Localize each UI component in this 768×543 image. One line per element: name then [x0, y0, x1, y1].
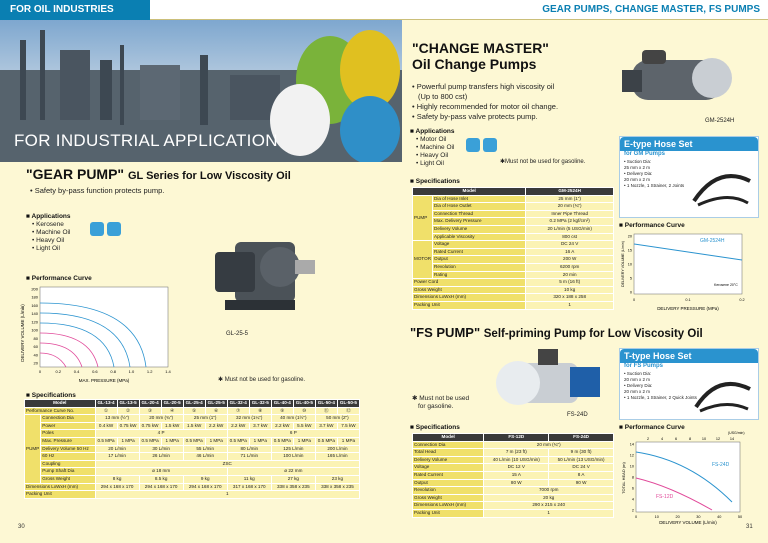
cm-spec-table: Model GM-2524H PUMP Dia of Hose Inlet 25 mm (1") Dia of Hose Outlet 20 mm (¾") Connection Thread Inner Pipe Thread Max. Delivery Pressure 0.2 MPa (2 kgf/cm²) Delivery Volume 20 L/min (5 USG/min) Applicable Viscosity 800 cst MOTOR Voltage DC 24 V Rated Current 16 A Output 200 W Revolution 6200 rpm Rating 20 min Power Cord 5 m (16 ft) Gross Weight 10 kg Dimensions LxWxH (mm) 320 x 188 x 258 Packing Unit 1	[412, 187, 614, 310]
cm-curve-note: Kerosene 20°C	[714, 283, 738, 287]
gear-spec-table: Model GL-13-4 GL-13-5 GL-20-4 GL-20-5 GL-25-4 GL-25-5 GL-32-4 GL-32-5 GL-40-4 GL-40-5 GL-50-4 GL-50-5 Performance Curve No. ① ② ③ ④ ⑤ ⑥ ⑦ ⑧ ⑨ ⑩ ⑪ ⑫ PUMP Connection Dia 13 mm (½") 20 mm (¾") 25 mm (1") 32 mm (1¼") 40 mm (1½") 50 mm (2") Power 0.4 kW 0.75 kW 0.75 kW 1.5 kW 1.5 kW 2.2 kW 2.2 kW 3.7 kW 2.2 kW 5.5 kW 3.7 kW 7.5 kW Poles 4 P 6 P Max. Pressure 0.5 MPa 1 MPa 0.5 MPa 1 MPa 0.5 MPa 1 MPa 0.5 MPa 1 MPa 0.5 MPa 1 MPa 0.5 MPa 1 MPa Delivery Volume 50 Hz 20 L/min 30 L/min 55 L/min 80 L/min 125 L/min 200 L/min 60 Hz 17 L/min 26 L/min 46 L/min 71 L/min 100 L/min 165 L/min Coupling ZSC Pump Shaft Dia ø 18 mm ø 22 mm Gross Weight 8 kg 8.5 kg 9 kg 11 kg 27 kg 23 kg Dimensions LxWxH (mm) 294 x 168 x 170 294 x 168 x 170 294 x 168 x 170 317 x 168 x 170 338 x 358 x 235 338 x 358 x 235 Packing Unit 1	[24, 399, 360, 499]
cm-xtick: 0.1	[685, 298, 691, 302]
oil-drum-icon	[90, 222, 104, 236]
gear-ytick: 180	[31, 294, 38, 300]
fs-toptick: 12	[715, 437, 721, 441]
fs-performance-chart	[620, 430, 760, 526]
cm-applications-list: • Motor Oil • Machine Oil • Heavy Oil • Light Oil	[416, 136, 455, 167]
cm-bullets: • Powerful pump transfers high viscosity oil (Up to 800 cst) • Highly recommended for motor oil change. • Safety by-pass valve protects pump.	[412, 82, 559, 121]
fs-title: "FS PUMP" Self-priming Pump for Low Viscosity Oil	[410, 325, 703, 340]
cm-xtick: 0.2	[739, 298, 745, 302]
fs-top-label: (USG/min)	[728, 431, 745, 435]
cm-curve-label: GM-2524H	[700, 238, 725, 244]
e-type-hose-card	[619, 136, 759, 218]
t-hose-title: T-type Hose Set	[620, 349, 758, 363]
fs-toptick: 6	[674, 437, 678, 441]
cm-applications-heading: ■ Applications	[410, 128, 455, 135]
cm-performance-chart	[620, 230, 760, 316]
change-master-photo	[612, 40, 752, 122]
section-label-right: GEAR PUMPS, CHANGE MASTER, FS PUMPS	[542, 4, 760, 15]
hose-illustration	[688, 161, 756, 211]
fs-ytick: 8	[631, 475, 634, 480]
fs-xtick: 50	[737, 515, 743, 519]
fs-ytick: 2	[631, 508, 634, 513]
gear-pump-photo	[195, 222, 325, 322]
fs-xtick: 10	[654, 515, 659, 519]
gear-model-label: GL-25-5	[226, 331, 249, 337]
gear-gasoline-warning: ✱ Must not be used for gasoline.	[218, 377, 306, 383]
gear-xtick: 0.6	[92, 369, 98, 374]
fs24d-label: FS-24D	[712, 462, 730, 468]
fs-perf-heading: ■ Performance Curve	[619, 424, 685, 431]
fs-toptick: 4	[660, 437, 664, 441]
fs-ytick: 14	[629, 442, 634, 447]
gear-chart-ylabel: DELIVERY VOLUME (L/min)	[20, 304, 25, 362]
e-hose-items: • Suction Dia: 25 mm x 2 m • Delivery Dia: 20 mm x 2 m • 1 Nozzle, 1 Strainer, 2 Joints	[624, 159, 685, 188]
e-hose-sub: for GM Pumps	[624, 151, 666, 157]
fs-pump-photo	[478, 343, 608, 421]
oil-can-icon	[107, 222, 121, 236]
fs-ytick: 4	[631, 497, 634, 502]
fs-toptick: 2	[646, 437, 650, 441]
gear-xtick: 0.4	[73, 369, 80, 374]
page-number-left: 30	[18, 524, 25, 530]
cm-gasoline-warning: ✱Must not be used for gasoline.	[500, 159, 586, 165]
t-hose-sub: for FS Pumps	[624, 363, 664, 369]
fs-xtick: 20	[675, 515, 680, 519]
fs-xtick: 40	[717, 515, 722, 519]
fs-ytick: 10	[629, 464, 634, 469]
gear-ytick: 80	[33, 335, 38, 341]
gear-ytick: 60	[33, 344, 38, 350]
gear-chart-xlabel: MAX. PRESSURE (MPa)	[78, 378, 130, 383]
fs-spec-table: Model FS-12D FS-24D Connection Dia 20 mm (¾") Total Head 7 m (23 ft) 9 m (30 ft) Delivery Volume 40 L/min (10 USG/min) 50 L/min (13 USG/min) Voltage DC 12 V DC 24 V Rated Current 15 A 8 A Output 80 W 90 W Revolution 7000 rpm Gross Weight 20 kg Dimensions LxWxH (mm) 290 x 215 x 240 Packing Unit 1	[412, 433, 614, 518]
cm-spec-heading: ■ Specifications	[410, 178, 460, 185]
gear-xtick: 1.2	[146, 369, 153, 374]
fs-chart-ylabel: TOTAL HEAD (m)	[621, 462, 626, 494]
gear-title: "GEAR PUMP" GL Series for Low Viscosity Oil	[26, 166, 291, 182]
fs-spec-heading: ■ Specifications	[410, 424, 460, 431]
gear-xtick: 0.2	[55, 369, 62, 374]
cm-ytick: 15	[627, 248, 632, 253]
e-hose-title: E-type Hose Set	[620, 137, 758, 151]
hose-illustration	[690, 371, 756, 415]
section-label-left: FOR OIL INDUSTRIES	[0, 0, 150, 20]
hero-title: FOR INDUSTRIAL APPLICATION	[14, 131, 278, 150]
gear-ytick: 200	[31, 286, 38, 292]
oil-can-icon	[483, 138, 497, 152]
gear-perf-heading: ■ Performance Curve	[26, 275, 92, 282]
cm-perf-heading: ■ Performance Curve	[619, 222, 685, 229]
fs-toptick: 10	[701, 437, 707, 441]
gear-ytick: 140	[31, 311, 38, 317]
gear-spec-heading: ■ Specifications	[26, 392, 76, 399]
fs-ytick: 6	[631, 486, 634, 491]
gear-ytick: 40	[33, 352, 38, 358]
fs-toptick: 8	[688, 437, 692, 441]
gear-applications-heading: ■ Applications	[26, 213, 71, 220]
gear-xtick: 1.0	[128, 369, 135, 374]
fs12d-label: FS-12D	[656, 494, 674, 500]
cm-ytick: 20	[627, 234, 632, 239]
page-number-right: 31	[746, 524, 753, 530]
cm-chart-xlabel: DELIVERY PRESSURE (MPa)	[657, 306, 719, 311]
cm-chart-ylabel: DELIVERY VOLUME (L/min)	[621, 240, 625, 288]
t-hose-items: • Suction Dia: 20 mm x 2 m • Delivery Dia: 20 mm x 2 m • 1 Nozzle, 1 Strainer, 2 Quick Joints	[624, 371, 697, 400]
cm-ytick: 0	[629, 290, 632, 295]
fs-xtick: 0	[634, 515, 638, 519]
gear-ytick: 100	[31, 327, 38, 333]
gear-ytick: 160	[31, 302, 38, 308]
cm-title: "CHANGE MASTER" Oil Change Pumps	[412, 40, 549, 72]
gear-ytick: 20	[33, 360, 38, 366]
cm-ytick: 10	[627, 262, 632, 267]
gear-xtick: 1.4	[165, 369, 171, 374]
fs-xtick: 30	[696, 515, 701, 519]
fs-ytick: 12	[629, 453, 634, 458]
gear-ytick: 120	[31, 319, 38, 325]
cm-xtick: 0	[632, 298, 636, 302]
gear-applications-list: • Kerosene • Machine Oil • Heavy Oil • Light Oil	[32, 221, 71, 252]
gear-xtick: 0.8	[110, 369, 116, 374]
cm-ytick: 5	[629, 276, 632, 281]
fs-gasoline-warning: ✱ Must not be used for gasoline.	[412, 395, 470, 410]
cm-model-label: GM-2524H	[705, 118, 735, 124]
fs-chart-xlabel: DELIVERY VOLUME (L/min)	[659, 520, 717, 525]
t-type-hose-card	[619, 348, 759, 420]
gear-xtick: 0	[38, 369, 42, 374]
gear-performance-chart	[18, 283, 178, 383]
fs-toptick: 14	[729, 437, 735, 441]
oil-drum-icon	[466, 138, 480, 152]
gear-bullet: • Safety by-pass function protects pump.	[30, 186, 165, 195]
fs-model-label: FS-24D	[567, 412, 588, 418]
